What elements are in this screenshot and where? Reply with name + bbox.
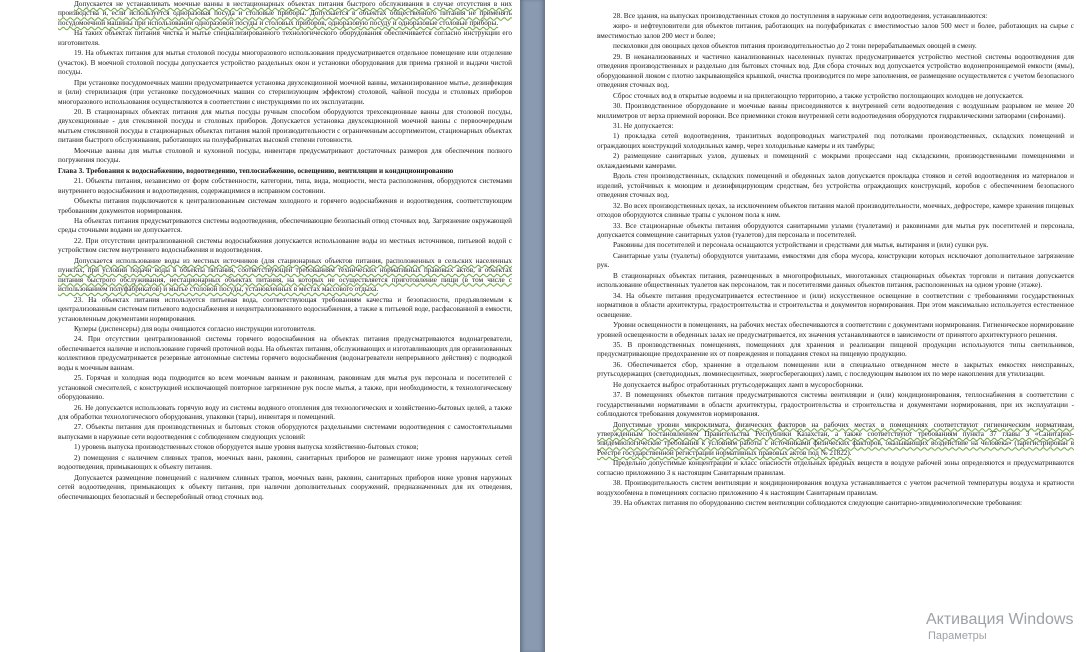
- document-paragraph: 25. Горячая и холодная вода подводится ко всем моечным ваннам и раковинам, раковинам для мытья рук персонала и посетителей с установкой смесителей, с конструкцией исключающей повторное загрязнение рук после мытья, а также, при необходимости, к технологическому оборудованию.: [58, 374, 512, 402]
- document-paragraph: 20. В стационарных объектах питания для мытья посуды ручным способом оборудуются трехсекционные ванны для столовой посуды, двухсекционные - для стеклянной посуды и столовых приборов. Допускается установка двухсекционной моечной ванны с первоочередным мытьем стеклянной посуды в стационарных объектах питания малой производительности с ограниченным ассортиментом, стационарных объектах питания быстрого обслуживания, работающих на полуфабрикатах высокой степени готовности.: [58, 107, 512, 145]
- document-paragraph: 2) размещение санитарных узлов, душевых и помещений с мокрыми процессами над складскими, производственными помещениями и охлаждаемыми камерами.: [597, 152, 1074, 170]
- document-paragraph: Предельно допустимые концентрации и класс опасности отдельных вредных веществ в воздухе рабочей зоны определяются и предусматриваются согласно приложению 3 к настоящим Санитарным правилам.: [597, 459, 1074, 477]
- document-paragraph: 23. На объектах питания используется питьевая вода, соответствующая требованиям качества и безопасности, предъявляемым к централизованным системам питьевого водоснабжения и нецентрализованного водоснабжения, а также к питьевой воде, расфасованной в емкости, установленным документами нормирования.: [58, 295, 512, 323]
- tracked-change-text: Допускается не устанавливать моечные ванны в нестационарных объектах питания быстрого обслуживания в случае отсутствия в них производства и, если используется одноразовая посуда и столовые приборы. Допускается в объектах общественного питания не применять посудомоечной машины при использовании одноразовой посуды и столовых приборов, одноразовую посуду и одноразовые столовые приборы.: [58, 0, 512, 27]
- document-paragraph: песколовки для овощных цехов объектов питания производительностью до 2 тонн перерабатываемых овощей в смену.: [613, 42, 977, 51]
- document-paragraph: 26. Не допускается использовать горячую воду из системы водяного отопления для технологических и хозяйственно-бытовых целей, а также для обработки технологического оборудования, упаковки (тары), инвентаря и помещений.: [58, 403, 512, 422]
- document-paragraph: 24. При отсутствии централизованной системы горячего водоснабжения на объектах питания предусматриваются водонагреватели, обеспечивается наличие и использование горячей проточной воды. На объектах питания, обслуживающих и изготавливающих для организованных коллективов предусматривается резервные автономные системы горячего водоснабжения (водонагреватели непрерывного действия) с подводкой воды к моечным ваннам.: [58, 335, 512, 372]
- document-paragraph: 1) прокладка сетей водоотведения, транзитных водопроводных магистралей под потолками производственных, складских помещений и ограждающих конструкций холодильных камер, через холодильные камеры и их тамбуры;: [597, 132, 1074, 150]
- tracked-change-text: Допустимые уровни микроклимата, физических факторов на рабочих местах в помещениях соответствуют гигиеническим нормативам, утвержденным постановлением Правительства Республики Казахстан, а также соответствуют требованиям пункта 37 главы 3 «Санитарно-эпидемиологические требования к условиям работы с источниками физических факторов, оказывающих воздействие на человека» (зарегистрирован в Реестре государственной регистрации нормативных правовых актов под № 21822).: [597, 420, 1074, 457]
- document-paragraph: На таких объектах питания чистка и мытье специализированного технологического оборудования обеспечивается согласно инструкции его изготовителя.: [58, 29, 512, 47]
- page-divider: [520, 0, 545, 652]
- document-paragraph: При установке посудомоечных машин предусматривается установка двухсекционной моечной ванны, механизированное мытье, дезинфекция и (или) стерилизация (при установке посудомоечных машин со стерилизующим эффектом) столовой, чайной посуды и столовых приборов многоразового использования осуществляются в соответствии с инструкциями по их эксплуатации.: [58, 78, 512, 106]
- document-paragraph: 33. Все стационарные объекты питания оборудуются санитарными узлами (туалетами) и раковинами для мытья рук посетителей и персонала, допускается совмещение санитарных узлов (туалетов) для персонала и посетителей.: [597, 221, 1074, 239]
- document-paragraph: 37. В помещениях объектов питания предусматриваются системы вентиляции и (или) кондиционирования, теплоснабжения в соответствии с государственными нормативами в области архитектуры, градостроительства и строительства и документами нормирования, при их эксплуатации - соблюдаются требования документов нормирования.: [597, 391, 1074, 419]
- chapter-heading: Глава 3. Требования к водоснабжению, водоотведению, теплоснабжению, освещению, вентиляции и кондиционированию: [58, 166, 454, 175]
- document-paragraph: жиро- и нефтеуловители для объектов питания, работающих на полуфабрикатах с вместимостью залов 500 мест и более, работающих на сырье с вместимостью залов 200 мест и более;: [597, 22, 1074, 40]
- document-paragraph: 32. Во всех производственных цехах, за исключением объектов питания малой производительности, моечных, дефростере, камере хранения пищевых отходов оборудуются сливные трапы с уклоном пола к ним.: [597, 201, 1075, 220]
- document-paragraph: 30. Производственное оборудование и моечные ванны присоединяются к внутренней сети водоотведения с воздушным разрывом не менее 20 миллиметров от верха приемной воронки. Все приемники стоков внутренней сети водоотведения оборудуются гидравлическими затворами (сифонами).: [597, 102, 1074, 120]
- document-paragraph: 21. Объекты питания, независимо от форм собственности, категории, типа, вида, мощности, места расположения, оборудуются системами внутреннего водоснабжения и водоотведения, содержащимися в исправном состоянии.: [58, 177, 512, 195]
- document-paragraph: Объекты питания подключаются к централизованным системам холодного и горячего водоснабжения и водоотведения, соответствующим требованиям документов нормирования.: [58, 197, 512, 215]
- document-paragraph: Моечные ванны для мытья столовой и кухонной посуды, инвентаря предусматривают достаточных размеров для обеспечения полного погружения посуды.: [58, 146, 512, 165]
- document-page-right: [545, 0, 1086, 652]
- document-paragraph: 36. Обеспечивается сбор, хранение в отдельном помещении или в специально отведенном месте в закрытых емкостях неисправных, ртутьсодержащих (светодиодных, люминесцентных, энергосберегающих) ламп, с последующим вывозом их по мере накопления для утилизации.: [597, 360, 1074, 379]
- document-paragraph: [58, 0, 512, 28]
- document-page-left: [0, 0, 520, 652]
- document-paragraph: 19. На объектах питания для мытья столовой посуды многоразового использования предусматривается отдельное помещение или отделение (участок). В моечной столовой посуды допускается устройство раздельных окон и установки оборудования для приема грязной и выдачи чистой посуды.: [58, 49, 512, 77]
- document-paragraph: 22. При отсутствии централизованной системы водоснабжения допускается использование воды из местных источников, питьевой водой с устройством систем внутреннего водоснабжения и водоотведения.: [58, 236, 512, 255]
- document-paragraph: 28. Все здания, на выпусках производственных стоков до поступления в наружные сети водоотведения, устанавливаются:: [613, 12, 988, 20]
- document-paragraph: Уровни освещенности в помещениях, на рабочих местах обеспечиваются в соответствии с документами нормирования. Гигиеническое нормирование уровней освещенности в обеденных залах не предусматривается, их значения устанавливаются в зависимости от принятого архитектурного решения.: [597, 321, 1074, 339]
- tracked-change-text: Допускается использование воды из местных источников (для стационарных объектов питания, расположенных в сельских населенных пунктах, при условии подачи воды в объекты питания, соответствующей требованиям технических нормативных правовых актов, в объектах питания быстрого обслуживания, нестационарных объектах питания, на которых не осуществляется приготовление пищи (в том числе с использованием полуфабрикатов) и мытье столовой посуды, установленных в местах массового отдыха.: [58, 256, 512, 294]
- document-paragraph: 38. Производительность систем вентиляции и кондиционирования воздуха устанавливается с учетом расчетной температуры воздуха и кратности воздухообмена в помещениях согласно приложению 4 к настоящим Санитарным правилам.: [597, 479, 1074, 497]
- document-paragraph: [597, 421, 1074, 459]
- activation-title: Активация Windows: [926, 611, 1074, 628]
- document-paragraph: 35. В производственных помещениях, помещениях для хранения и реализации пищевой продукции используются типы светильников, предусматривающие предохранение их от повреждения и попадания стекол на пищевую продукцию.: [597, 340, 1074, 359]
- document-paragraph: 39. На объектах питания по оборудованию систем вентиляции соблюдаются следующие санитарно-эпидемиологические требования:: [613, 499, 1022, 508]
- document-paragraph: 27. Объекты питания для производственных и бытовых стоков оборудуются раздельными системами водоотведения с самостоятельными выпусками в наружные сети водоотведения с соблюдением следующих условий:: [58, 423, 512, 441]
- document-paragraph: В стационарных объектах питания, размещенных в многопрофильных, многотажных стационарных объектах торговли и питания допускается использование общественных туалетов как персоналом, так и посетителями данных объектов питания, расположенных на одном уровне (этаже).: [597, 271, 1074, 290]
- document-paragraph: 1) уровень выпуска производственных стоков оборудуется выше уровня выпуска хозяйственно-бытовых стоков;: [74, 443, 419, 452]
- document-paragraph: Кулеры (диспенсеры) для воды очищаются согласно инструкции изготовителя.: [74, 324, 316, 333]
- document-paragraph: 34. На объекте питания предусматривается естественное и (или) искусственное освещение в соответствии с требованиями государственных нормативов в области архитектуры, градостроительства и строительства и документов нормирования. При этом максимально используется естественное освещение.: [597, 291, 1074, 319]
- document-paragraph: Раковины для посетителей и персонала оснащаются устройствами и средствами для мытья, вытирания и (или) сушки рук.: [613, 241, 989, 250]
- document-paragraph: [58, 257, 512, 295]
- activation-subtitle: Параметры: [928, 630, 987, 642]
- document-paragraph: Не допускается выброс отработанных ртутьсодержащих ламп в мусоросборники.: [613, 380, 864, 389]
- document-paragraph: Вдоль стен производственных, складских помещений и обеденных залов допускается прокладка стояков и сетей водоотведения из материалов и изделий, устойчивых к моющим и дезинфицирующим средствам, без устройства ограждающих конструкций, коробов с обеспечением безопасного отведения сточных вод.: [597, 172, 1074, 200]
- document-paragraph: 31. Не допускается:: [613, 121, 674, 130]
- document-paragraph: Санитарные узлы (туалеты) оборудуются унитазами, емкостями для сбора мусора, конструкции которых исключают дополнительное загрязнение рук.: [597, 251, 1074, 270]
- document-paragraph: 2) помещения с наличием сливных трапов, моечных ванн, раковин, санитарных приборов не размещают ниже уровня наружных сетей водоотведения, примыкающих к объекту питания.: [58, 453, 512, 472]
- document-paragraph: На объектах питания предусматриваются системы водоотведения, обеспечивающие безопасный отвод сточных вод. Загрязнение окружающей среды сточными водами не допускается.: [58, 216, 512, 235]
- document-paragraph: Сброс сточных вод в открытые водоемы и на прилегающую территорию, а также устройство поглощающих колодцев не допускается.: [613, 91, 1024, 100]
- document-paragraph: Допускается размещение помещений с наличием сливных трапов, моечных ванн, раковин, санитарных приборов ниже уровня наружных сетей водоотведения, примыкающих к объекту питания, при наличии дополнительных сооружений, предназначенных для их отведения, обеспечивающих безопасный и бесперебойный отвод сточных вод.: [58, 473, 512, 501]
- document-paragraph: 29. В неканализованных и частично канализованных населенных пунктах предусматривается устройство местной системы водоотведения для отведения производственных и раздельно для бытовых сточных вод. Для сбора сточных вод допускается устройство водонепроницаемой емкости (ямы), оборудованной люком с плотно закрывающейся крышкой, очистка производится по мере заполнения, ее размещение осуществляется с учетом безопасного отведения сточных вод.: [597, 52, 1074, 90]
